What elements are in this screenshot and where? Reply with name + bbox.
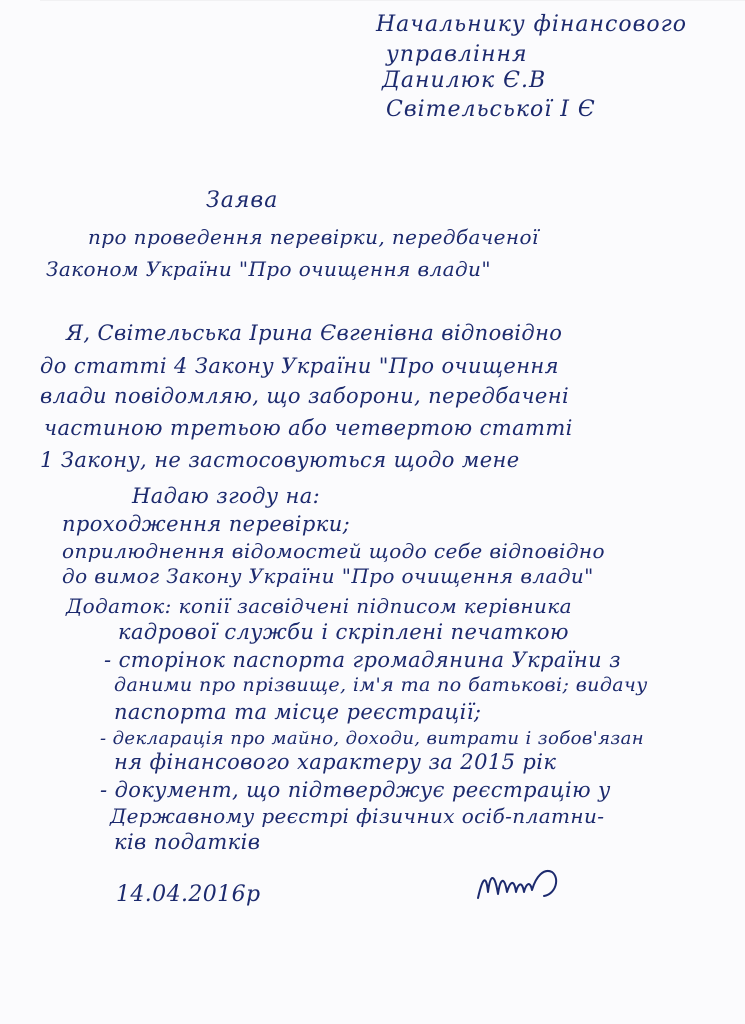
addressee-line-3: Данилюк Є.В (382, 68, 547, 93)
attachment-line-6: ня фінансового характеру за 2015 рік (114, 750, 557, 774)
consent-item-2: оприлюднення відомостей щодо себе відповідно (62, 539, 605, 563)
attachment-line-5: - декларація про майно, доходи, витрати і зобов'язан (100, 728, 645, 749)
attachment-line-9: ків податків (114, 830, 261, 854)
addressee-line-1: Начальнику фінансового (376, 12, 687, 37)
document-date: 14.04.2016р (116, 882, 261, 907)
body-line-1: Я, Світельська Ірина Євгенівна відповідно (66, 321, 563, 345)
attachment-line-4: паспорта та місце реєстрації; (114, 700, 482, 724)
attachment-line-3: даними про прізвище, ім'я та по батькові; видачу (114, 674, 648, 696)
addressee-line-2: управління (386, 42, 528, 67)
consent-heading: Надаю згоду на: (132, 484, 321, 508)
scan-edge (40, 0, 745, 1)
consent-item-1: проходження перевірки; (62, 512, 351, 536)
addressee-line-4: Світельської І Є (386, 97, 596, 122)
attachment-line-7: - документ, що підтверджує реєстрацію у (100, 778, 611, 802)
document-title: Заява (206, 188, 279, 213)
attachment-line-2: - сторінок паспорта громадянина України з (104, 648, 621, 672)
document-subtitle-1: про проведення перевірки, передбаченої (88, 225, 539, 249)
body-line-2: до статті 4 Закону України "Про очищення (40, 354, 559, 378)
body-line-5: 1 Закону, не застосовуються щодо мене (40, 448, 520, 472)
attachment-line-8: Державному реєстрі фізичних осіб-платни- (110, 804, 605, 828)
attachment-line-1: кадрової служби і скріплені печаткою (118, 620, 569, 644)
consent-item-3: до вимог Закону України "Про очищення влади" (62, 564, 594, 588)
document-subtitle-2: Законом України "Про очищення влади" (46, 257, 491, 281)
attachment-heading: Додаток: копії засвідчені підписом керівника (66, 594, 572, 618)
body-line-4: частиною третьою або четвертою статті (44, 416, 573, 440)
handwritten-signature (474, 858, 564, 908)
body-line-3: влади повідомляю, що заборони, передбачені (40, 384, 570, 408)
